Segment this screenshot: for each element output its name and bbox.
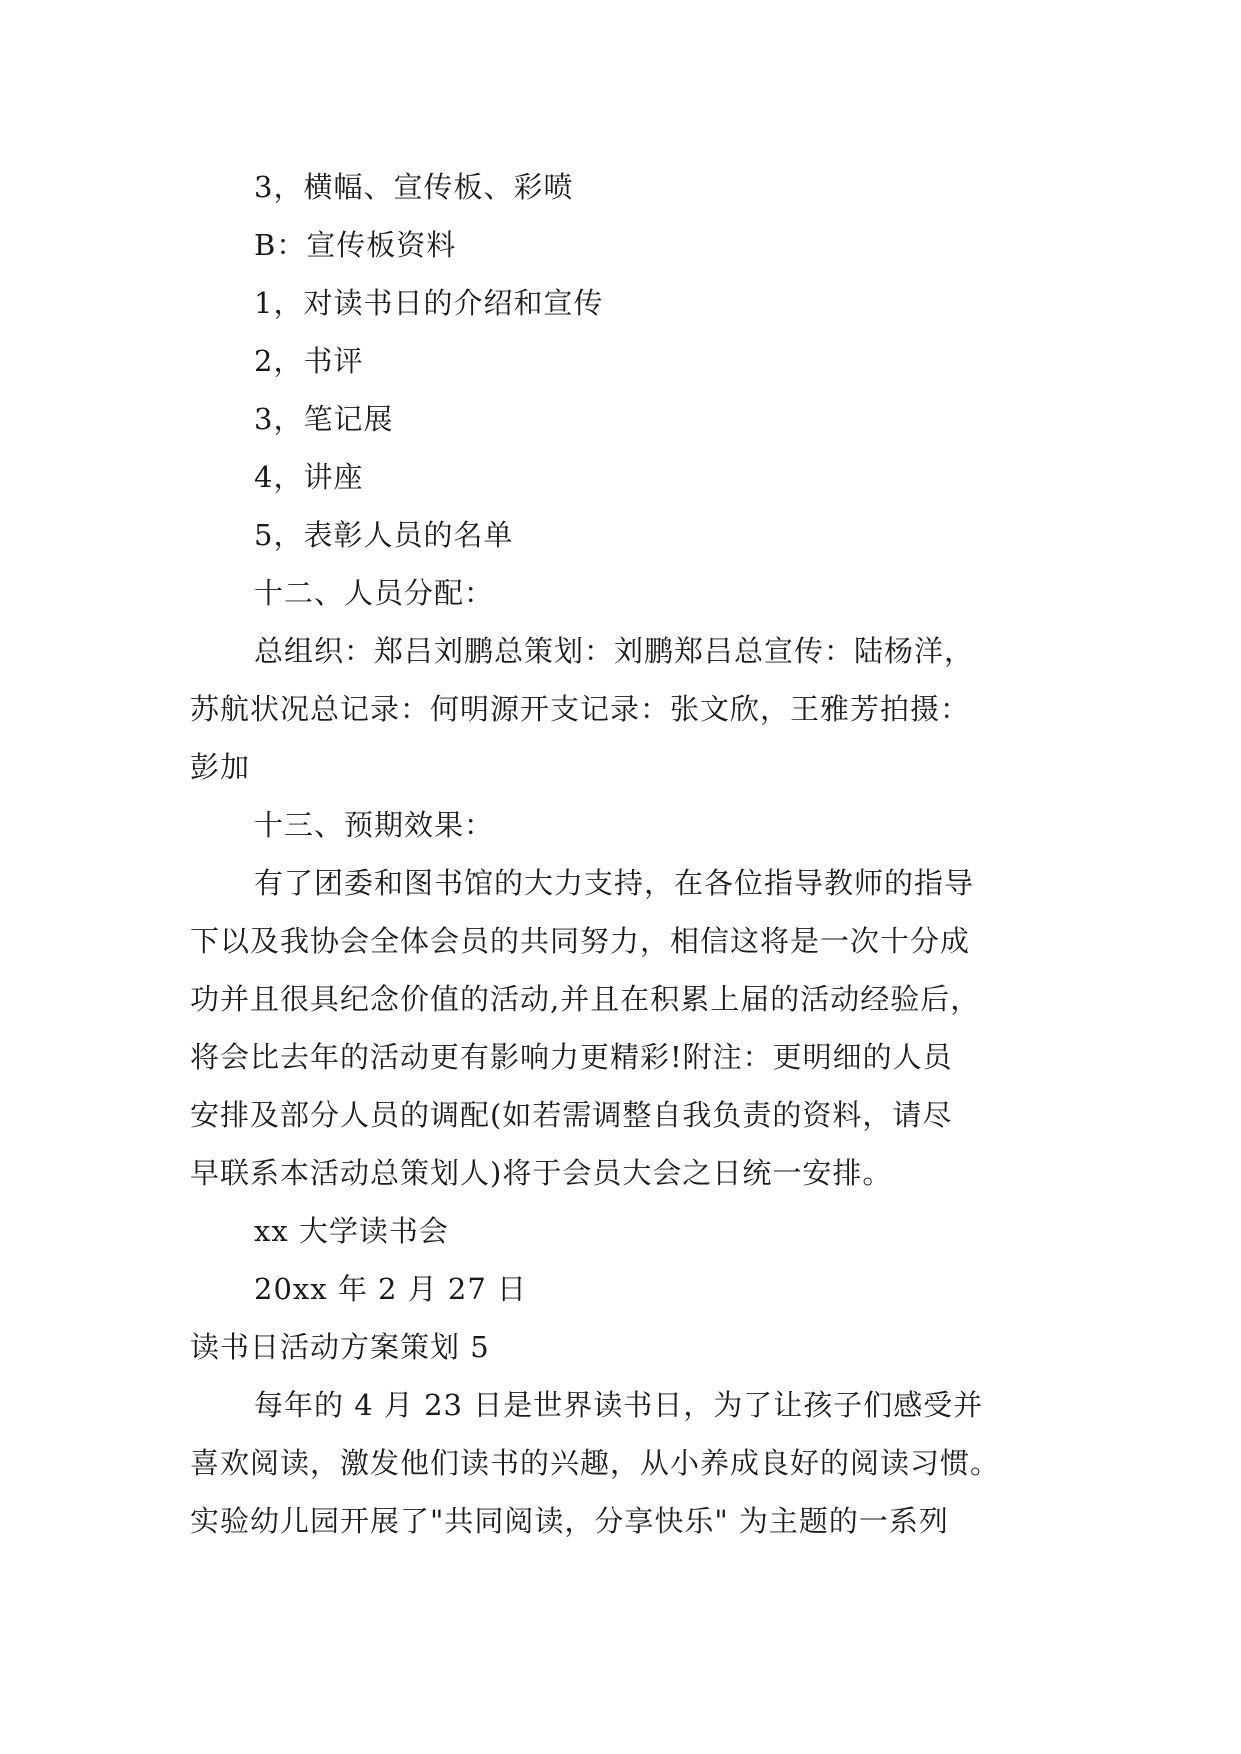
paragraph-line: 将会比去年的活动更有影响力更精彩!附注：更明细的人员: [190, 1040, 953, 1074]
paragraph-line: 下以及我协会全体会员的共同努力，相信这将是一次十分成: [190, 924, 971, 958]
paragraph-line: 有了团委和图书馆的大力支持，在各位指导教师的指导: [254, 866, 975, 900]
paragraph-line: 总组织：郑吕刘鹏总策划：刘鹏郑吕总宣传：陆杨洋，: [254, 634, 975, 668]
paragraph-line: 彭加: [190, 750, 251, 784]
paragraph-line: 实验幼儿园开展了"共同阅读，分享快乐" 为主题的一系列: [190, 1504, 949, 1538]
list-item: 1，对读书日的介绍和宣传: [254, 286, 604, 320]
signature-organization: xx 大学读书会: [254, 1214, 449, 1248]
paragraph-line: 喜欢阅读，激发他们读书的兴趣，从小养成良好的阅读习惯。: [190, 1446, 1001, 1480]
section-heading: 十二、人员分配：: [254, 576, 495, 610]
section-label: B：宣传板资料: [254, 228, 457, 262]
list-item: 4，讲座: [254, 460, 364, 494]
signature-date: 20xx 年 2 月 27 日: [254, 1272, 528, 1306]
list-item: 2，书评: [254, 344, 364, 378]
expected-paragraph: [190, 854, 1060, 1202]
section-title: 读书日活动方案策划 5: [190, 1330, 490, 1364]
list-item: 5，表彰人员的名单: [254, 518, 514, 552]
list-item: 3，横幅、宣传板、彩喷: [254, 170, 574, 204]
list-item: 3，笔记展: [254, 402, 394, 436]
paragraph-line: 苏航状况总记录：何明源开支记录：张文欣，王雅芳拍摄：: [190, 692, 971, 726]
paragraph-line: 早联系本活动总策划人)将于会员大会之日统一安排。: [190, 1156, 893, 1190]
paragraph-line: 每年的 4 月 23 日是世界读书日，为了让孩子们感受并: [254, 1388, 984, 1422]
document-body: [190, 158, 1060, 1550]
paragraph-line: 功并且很具纪念价值的活动,并且在积累上届的活动经验后，: [190, 982, 981, 1016]
paragraph-line: 安排及部分人员的调配(如若需调整自我负责的资料，请尽: [190, 1098, 953, 1132]
staffing-paragraph: [190, 622, 1060, 796]
section-heading: 十三、预期效果：: [254, 808, 495, 842]
intro-paragraph: [190, 1376, 1060, 1550]
